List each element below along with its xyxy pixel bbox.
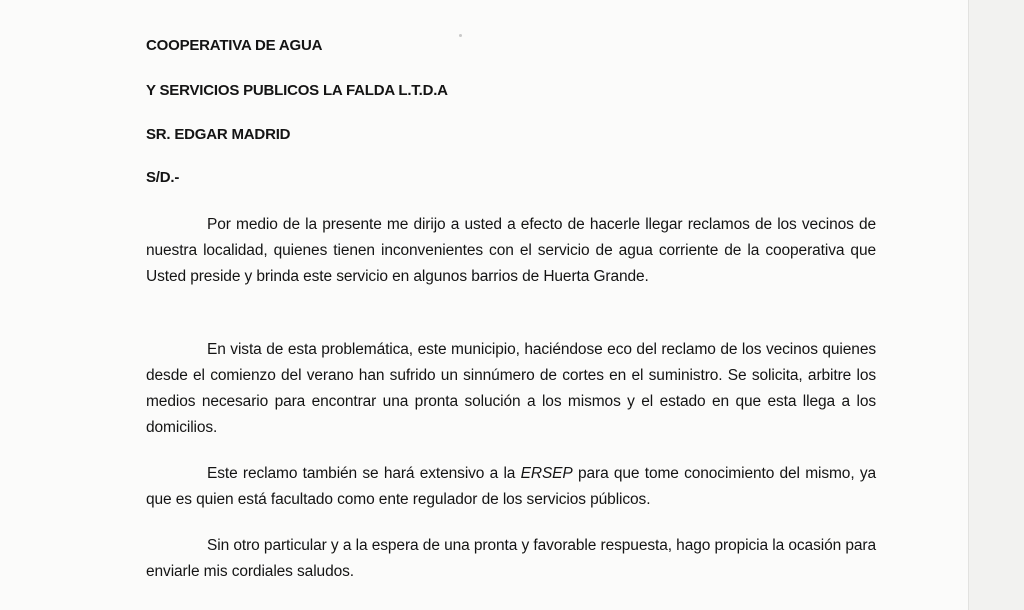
addressee-name: SR. EDGAR MADRID	[146, 126, 291, 143]
paragraph-1: Por medio de la presente me dirijo a usted a efecto de hacerle llegar reclamos de los vecinos de nuestra localidad, quienes tienen inconvenientes con el servicio de agua corriente de la cooperativa que Usted preside y brinda este servicio en algunos barrios de Huerta Grande.	[146, 216, 876, 285]
scan-speck	[459, 34, 462, 37]
scan-margin	[969, 0, 1024, 610]
addressee-line-1: COOPERATIVA DE AGUA	[146, 37, 323, 54]
addressee-sd: S/D.-	[146, 169, 180, 186]
paragraph-3-text-end: para que tome conocimiento del mismo, ya que es quien está facultado como ente regulador de los servicios públicos.	[146, 465, 876, 508]
paragraph-2: En vista de esta problemática, este municipio, haciéndose eco del reclamo de los vecinos quienes desde el comienzo del verano han sufrido un sinnúmero de cortes en el suministro. Se solicita, arbitre los medios necesario para encontrar una pronta solución a los mismos y el estado en que esta llega a los domicilios.	[146, 341, 876, 436]
paragraph-4: Sin otro particular y a la espera de una pronta y favorable respuesta, hago propicia la ocasión para enviarle mis cordiales saludos.	[146, 537, 876, 580]
paragraph-3	[146, 461, 876, 513]
ersep-italic: ERSEP	[520, 465, 573, 482]
addressee-line-2: Y SERVICIOS PUBLICOS LA FALDA L.T.D.A	[146, 82, 448, 99]
paragraph-3-text-start: Este reclamo también se hará extensivo a la	[207, 465, 521, 482]
